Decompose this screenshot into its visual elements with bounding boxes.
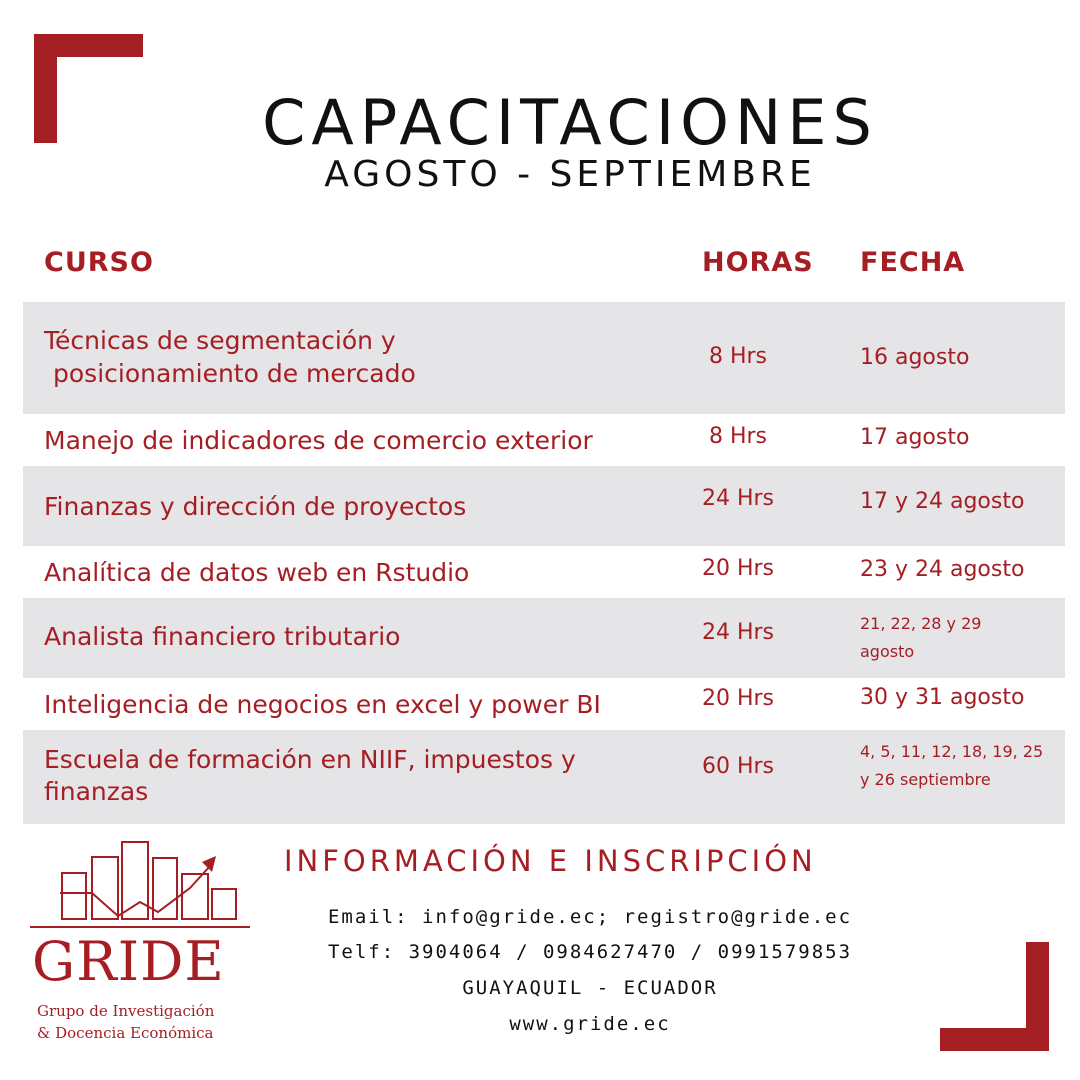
course-hours: 8 Hrs xyxy=(708,424,768,449)
logo-tagline-2: & Docencia Económica xyxy=(37,1024,214,1042)
corner-bracket-bottom-right-vertical xyxy=(1026,942,1049,1051)
course-date: 17 agosto xyxy=(860,425,970,450)
course-date: 16 agosto xyxy=(860,345,970,370)
course-date: 4, 5, 11, 12, 18, 19, 25 y 26 septiembre xyxy=(860,742,1044,789)
course-name: Finanzas y dirección de proyectos xyxy=(44,492,467,521)
course-date: 23 y 24 agosto xyxy=(860,557,1025,582)
course-name: Analítica de datos web en Rstudio xyxy=(44,558,470,587)
course-hours: 24 Hrs xyxy=(701,620,775,645)
course-date: 17 y 24 agosto xyxy=(860,489,1025,514)
course-hours: 20 Hrs xyxy=(701,556,775,581)
contact-city: GUAYAQUIL - ECUADOR xyxy=(462,977,718,999)
table-row xyxy=(23,598,1065,678)
logo-tagline-1: Grupo de Investigación xyxy=(37,1002,215,1020)
table-row xyxy=(23,302,1065,414)
course-name: Manejo de indicadores de comercio exterior xyxy=(44,426,593,455)
logo-wordmark: GRIDE xyxy=(32,930,225,993)
table-row xyxy=(23,678,1065,730)
course-name: Analista financiero tributario xyxy=(44,622,401,651)
course-hours: 8 Hrs xyxy=(708,344,768,369)
contact-phone: Telf: 3904064 / 0984627470 / 0991579853 xyxy=(327,941,853,963)
column-header-curso: CURSO xyxy=(44,247,154,278)
course-name: Inteligencia de negocios en excel y power BI xyxy=(44,690,601,719)
course-name: Técnicas de segmentación y posicionamiento de mercado xyxy=(44,326,416,388)
course-hours: 60 Hrs xyxy=(701,754,775,779)
page-subtitle: AGOSTO - SEPTIEMBRE xyxy=(324,154,816,195)
table-row xyxy=(23,414,1065,466)
table-row xyxy=(23,730,1065,824)
contact-email: Email: info@gride.ec; registro@gride.ec xyxy=(327,906,853,928)
course-date: 21, 22, 28 y 29 agosto xyxy=(860,614,982,661)
table-row xyxy=(23,546,1065,598)
column-header-horas: HORAS xyxy=(702,247,814,278)
course-name: Escuela de formación en NIIF, impuestos y finanzas xyxy=(44,745,576,806)
course-date: 30 y 31 agosto xyxy=(860,685,1025,710)
course-hours: 24 Hrs xyxy=(701,486,775,511)
column-header-fecha: FECHA xyxy=(860,247,966,278)
course-table xyxy=(23,302,1065,824)
contact-website: www.gride.ec xyxy=(509,1013,671,1035)
page-title: CAPACITACIONES xyxy=(262,86,878,159)
info-title: INFORMACIÓN E INSCRIPCIÓN xyxy=(284,844,817,878)
course-hours: 20 Hrs xyxy=(701,686,775,711)
table-row xyxy=(23,466,1065,546)
